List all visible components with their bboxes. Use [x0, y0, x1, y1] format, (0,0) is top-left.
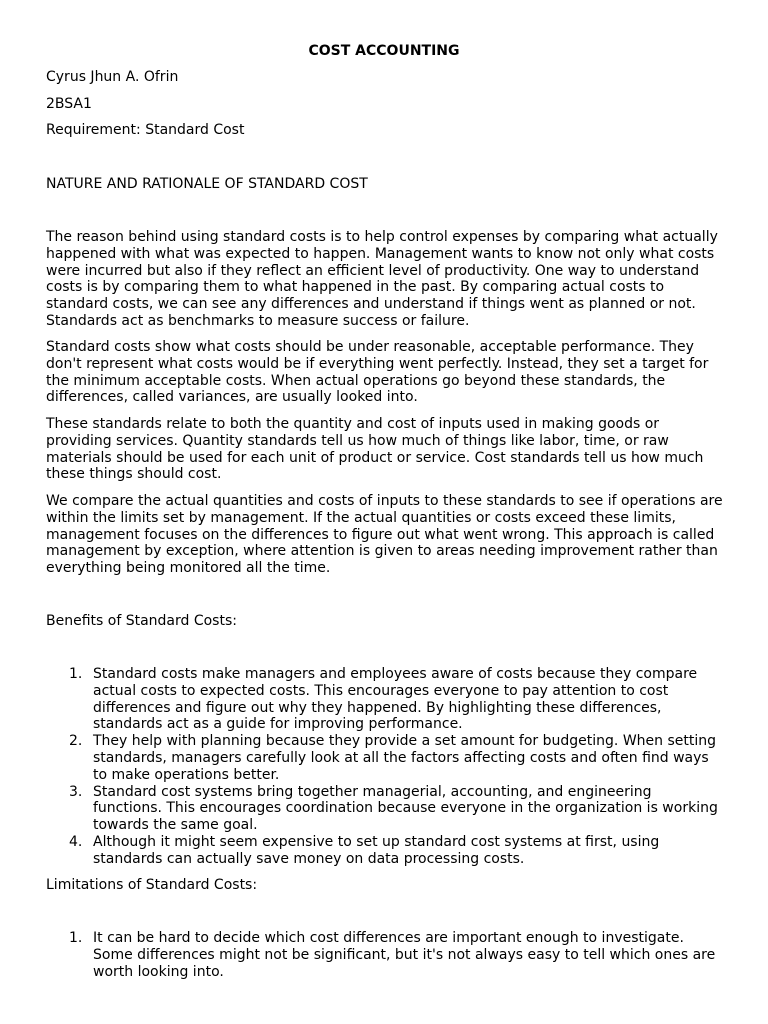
paragraph-2: Standard costs show what costs should be under reasonable, acceptable performance. They don't represent what costs would be if everything went perfectly. Instead, they set a target for the minimum acceptable costs. When actual operations go beyond these standards, the differences, called variances, are usually looked into.: [46, 339, 709, 406]
list-item-text: They help with planning because they provide a set amount for budgeting. When setting standards, managers carefully look at all the factors affecting costs and often find ways to make operations better.: [93, 733, 716, 783]
list-item: [0, 930, 719, 980]
list-item: [0, 784, 719, 834]
list-item: [0, 733, 719, 783]
benefits-list: [0, 666, 768, 868]
requirement-line: Requirement: Standard Cost: [46, 122, 245, 138]
list-number: 1.: [69, 666, 83, 682]
limitations-list: [0, 930, 768, 980]
paragraph-3: These standards relate to both the quantity and cost of inputs used in making goods or providing services. Quantity standards tell us how much of things like labor, time, or raw materials should be used for each unit of product or service. Cost standards tell us how much these things should cost.: [46, 416, 704, 483]
list-number: 1.: [69, 930, 83, 946]
list-item-text: Standard costs make managers and employees aware of costs because they compare actual costs to expected costs. This encourages everyone to pay attention to cost differences and figure out why they happened. By highlighting these differences, standards act as a guide for improving performance.: [93, 666, 698, 733]
limitations-heading: Limitations of Standard Costs:: [46, 877, 258, 893]
section-heading: NATURE AND RATIONALE OF STANDARD COST: [46, 176, 368, 192]
class-section: 2BSA1: [46, 96, 92, 112]
list-item-text: Although it might seem expensive to set up standard cost systems at first, using standards can actually save money on data processing costs.: [93, 833, 660, 867]
author-name: Cyrus Jhun A. Ofrin: [46, 69, 179, 85]
document-title: COST ACCOUNTING: [308, 43, 460, 59]
list-number: 3.: [69, 783, 83, 800]
paragraph-1: The reason behind using standard costs is to help control expenses by comparing what actually happened with what was expected to happen. Management wants to know not only what costs were incurred but also if they reflect an efficient level of productivity. One way to understand costs is by comparing them to what happened in the past. By comparing actual costs to standard costs, we can see any differences and understand if things went as planned or not. Standards act as benchmarks to measure success or failure.: [46, 229, 718, 329]
list-number: 4.: [69, 833, 83, 850]
list-item-text: Standard cost systems bring together managerial, accounting, and engineering functions. This encourages coordination because everyone in the organization is working towards the same goal.: [93, 783, 718, 834]
list-item: [0, 834, 719, 868]
list-item: [0, 666, 719, 733]
paragraph-4: We compare the actual quantities and costs of inputs to these standards to see if operations are within the limits set by management. If the actual quantities or costs exceed these limits, management focuses on the differences to figure out what went wrong. This approach is called management by exception, where attention is given to areas needing improvement rather than everything being monitored all the time.: [46, 493, 723, 577]
list-number: 2.: [69, 733, 83, 750]
list-item-text: It can be hard to decide which cost differences are important enough to investigate. Some differences might not be significant, but it's not always easy to tell which ones are worth looking into.: [93, 930, 716, 980]
benefits-heading: Benefits of Standard Costs:: [46, 613, 237, 629]
